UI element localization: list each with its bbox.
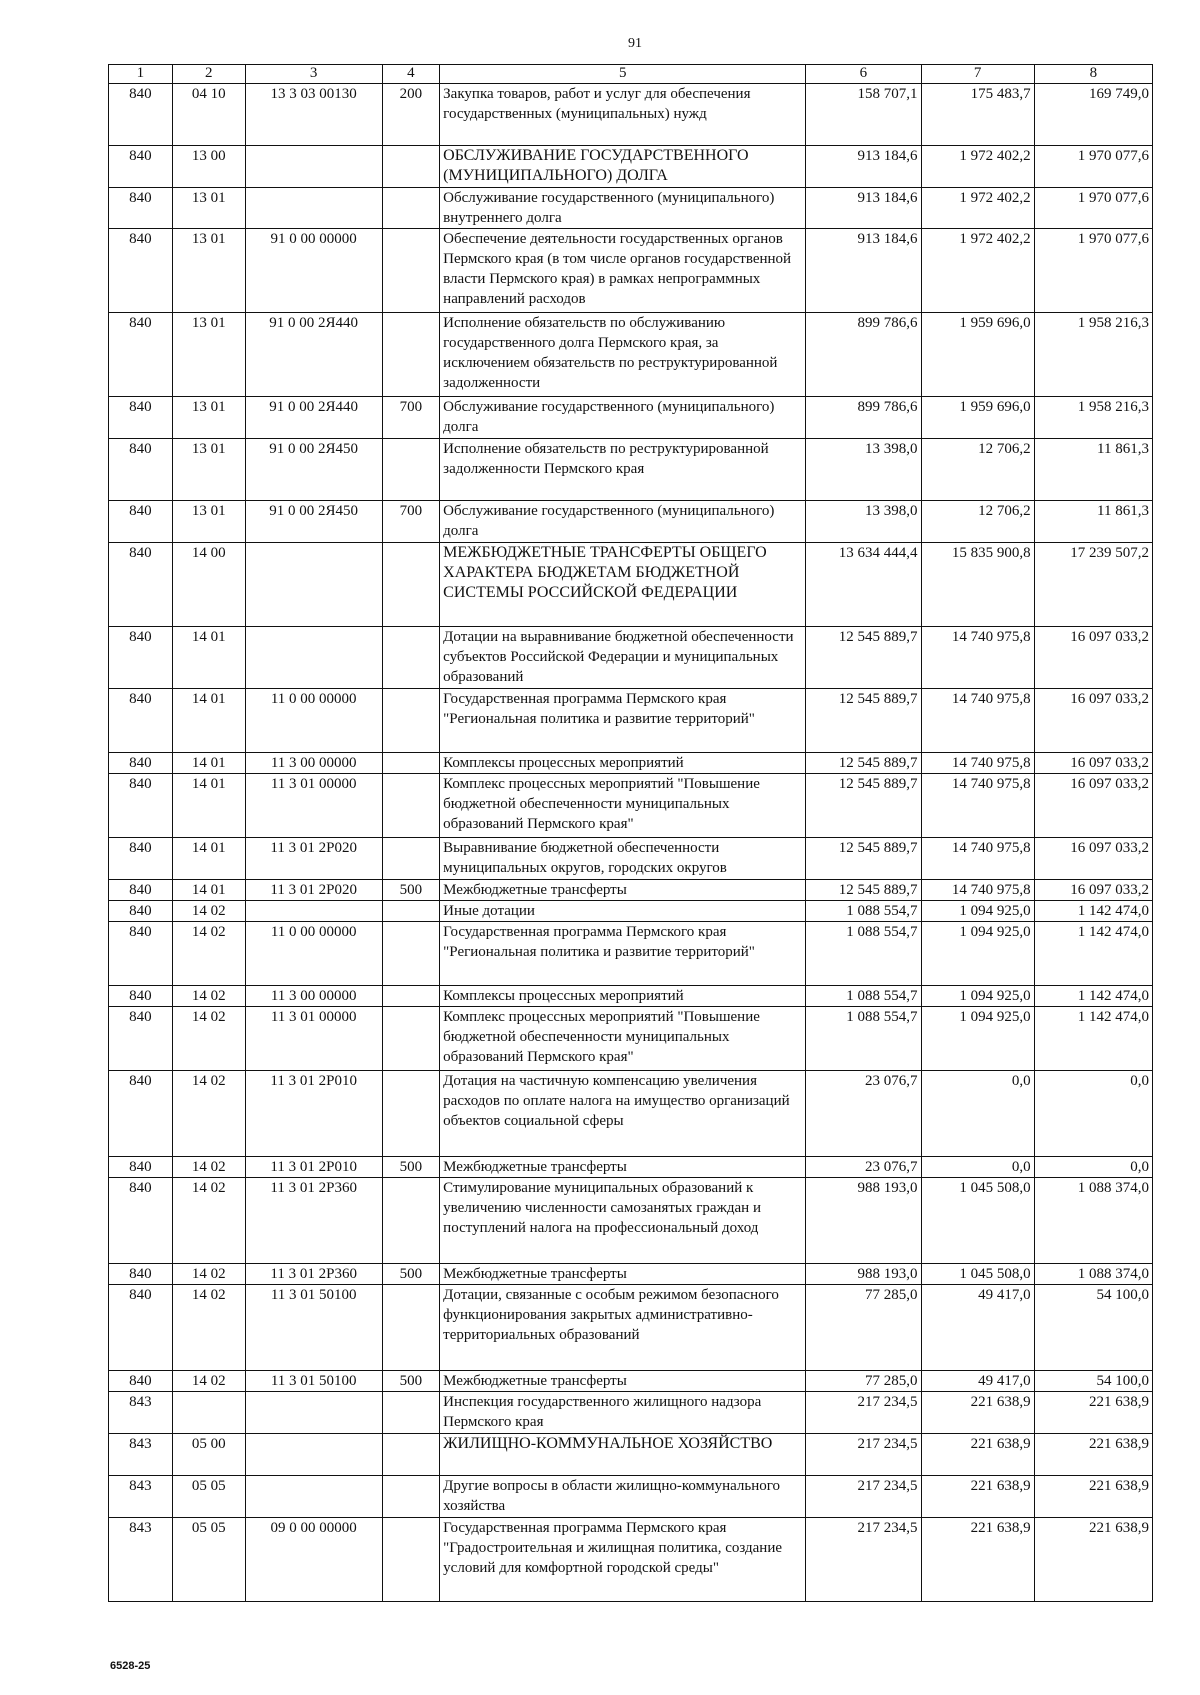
cell-target-article: 91 0 00 2Я440 bbox=[245, 397, 382, 439]
cell-target-article: 11 3 01 2Р020 bbox=[245, 838, 382, 880]
cell-amount-year2: 175 483,7 bbox=[921, 84, 1034, 146]
table-row bbox=[109, 901, 1153, 922]
table-row bbox=[109, 922, 1153, 986]
table-row bbox=[109, 313, 1153, 397]
cell-target-article: 09 0 00 00000 bbox=[245, 1518, 382, 1602]
cell-item-name: Стимулирование муниципальных образований к увеличению численности самозанятых граждан и поступлений налога на профессиональный доход bbox=[440, 1178, 806, 1264]
cell-amount-year1: 12 545 889,7 bbox=[806, 689, 921, 753]
cell-amount-year2: 49 417,0 bbox=[921, 1371, 1034, 1392]
cell-admin-code: 840 bbox=[109, 313, 173, 397]
table-row bbox=[109, 1007, 1153, 1071]
cell-amount-year1: 12 545 889,7 bbox=[806, 880, 921, 901]
cell-amount-year1: 217 234,5 bbox=[806, 1518, 921, 1602]
cell-section-code: 05 00 bbox=[172, 1434, 245, 1476]
cell-amount-year3: 1 970 077,6 bbox=[1034, 188, 1152, 229]
column-header: 5 bbox=[440, 65, 806, 84]
cell-target-article bbox=[245, 1476, 382, 1518]
cell-amount-year3: 1 088 374,0 bbox=[1034, 1178, 1152, 1264]
table-row bbox=[109, 1157, 1153, 1178]
cell-amount-year1: 12 545 889,7 bbox=[806, 838, 921, 880]
cell-expense-type bbox=[382, 774, 440, 838]
cell-section-code: 13 00 bbox=[172, 146, 245, 188]
cell-section-code: 13 01 bbox=[172, 229, 245, 313]
cell-expense-type bbox=[382, 1476, 440, 1518]
cell-amount-year3: 1 958 216,3 bbox=[1034, 313, 1152, 397]
cell-section-code: 04 10 bbox=[172, 84, 245, 146]
cell-item-name: Дотации, связанные с особым режимом безопасного функционирования закрытых административно-территориальных образований bbox=[440, 1285, 806, 1371]
column-header: 7 bbox=[921, 65, 1034, 84]
cell-section-code: 13 01 bbox=[172, 439, 245, 501]
cell-amount-year2: 221 638,9 bbox=[921, 1476, 1034, 1518]
cell-target-article bbox=[245, 627, 382, 689]
cell-item-name: МЕЖБЮДЖЕТНЫЕ ТРАНСФЕРТЫ ОБЩЕГО ХАРАКТЕРА БЮДЖЕТАМ БЮДЖЕТНОЙ СИСТЕМЫ РОССИЙСКОЙ ФЕДЕРАЦИИ bbox=[440, 543, 806, 627]
cell-expense-type bbox=[382, 689, 440, 753]
cell-item-name: Обслуживание государственного (муниципального) долга bbox=[440, 397, 806, 439]
cell-section-code: 14 02 bbox=[172, 986, 245, 1007]
cell-item-name: Инспекция государственного жилищного надзора Пермского края bbox=[440, 1392, 806, 1434]
cell-item-name: Комплекс процессных мероприятий "Повышение бюджетной обеспеченности муниципальных образований Пермского края" bbox=[440, 1007, 806, 1071]
cell-amount-year1: 217 234,5 bbox=[806, 1392, 921, 1434]
cell-amount-year1: 217 234,5 bbox=[806, 1434, 921, 1476]
cell-admin-code: 840 bbox=[109, 986, 173, 1007]
cell-section-code: 14 02 bbox=[172, 1178, 245, 1264]
cell-amount-year2: 1 972 402,2 bbox=[921, 229, 1034, 313]
cell-section-code: 05 05 bbox=[172, 1476, 245, 1518]
table-body bbox=[109, 84, 1153, 1602]
cell-amount-year2: 1 959 696,0 bbox=[921, 313, 1034, 397]
cell-target-article: 91 0 00 00000 bbox=[245, 229, 382, 313]
cell-admin-code: 840 bbox=[109, 627, 173, 689]
cell-amount-year1: 13 398,0 bbox=[806, 501, 921, 543]
cell-admin-code: 840 bbox=[109, 1071, 173, 1157]
cell-expense-type bbox=[382, 1007, 440, 1071]
cell-admin-code: 840 bbox=[109, 689, 173, 753]
cell-expense-type bbox=[382, 439, 440, 501]
cell-admin-code: 840 bbox=[109, 1178, 173, 1264]
cell-admin-code: 843 bbox=[109, 1518, 173, 1602]
cell-amount-year2: 12 706,2 bbox=[921, 501, 1034, 543]
cell-amount-year3: 221 638,9 bbox=[1034, 1518, 1152, 1602]
cell-target-article: 91 0 00 2Я450 bbox=[245, 439, 382, 501]
cell-admin-code: 843 bbox=[109, 1434, 173, 1476]
cell-section-code: 14 01 bbox=[172, 774, 245, 838]
cell-amount-year2: 1 972 402,2 bbox=[921, 146, 1034, 188]
table-row bbox=[109, 986, 1153, 1007]
cell-target-article: 11 0 00 00000 bbox=[245, 922, 382, 986]
cell-admin-code: 840 bbox=[109, 1371, 173, 1392]
cell-section-code: 14 01 bbox=[172, 753, 245, 774]
table-row bbox=[109, 1071, 1153, 1157]
cell-amount-year2: 14 740 975,8 bbox=[921, 689, 1034, 753]
cell-section-code: 05 05 bbox=[172, 1518, 245, 1602]
cell-expense-type bbox=[382, 146, 440, 188]
table-row bbox=[109, 501, 1153, 543]
cell-target-article bbox=[245, 901, 382, 922]
cell-section-code: 14 02 bbox=[172, 1285, 245, 1371]
cell-amount-year3: 0,0 bbox=[1034, 1157, 1152, 1178]
cell-amount-year2: 49 417,0 bbox=[921, 1285, 1034, 1371]
cell-amount-year1: 217 234,5 bbox=[806, 1476, 921, 1518]
cell-expense-type bbox=[382, 229, 440, 313]
cell-amount-year3: 0,0 bbox=[1034, 1071, 1152, 1157]
cell-section-code: 14 01 bbox=[172, 689, 245, 753]
cell-expense-type: 500 bbox=[382, 1264, 440, 1285]
table-row bbox=[109, 774, 1153, 838]
table-row bbox=[109, 1476, 1153, 1518]
cell-item-name: Межбюджетные трансферты bbox=[440, 1157, 806, 1178]
cell-target-article: 11 3 01 2Р020 bbox=[245, 880, 382, 901]
cell-expense-type bbox=[382, 1518, 440, 1602]
cell-amount-year2: 14 740 975,8 bbox=[921, 774, 1034, 838]
cell-expense-type: 500 bbox=[382, 1371, 440, 1392]
column-header: 1 bbox=[109, 65, 173, 84]
cell-amount-year2: 0,0 bbox=[921, 1071, 1034, 1157]
table-row bbox=[109, 1264, 1153, 1285]
cell-amount-year1: 12 545 889,7 bbox=[806, 774, 921, 838]
cell-item-name: ОБСЛУЖИВАНИЕ ГОСУДАРСТВЕННОГО (МУНИЦИПАЛЬНОГО) ДОЛГА bbox=[440, 146, 806, 188]
cell-item-name: Дотации на выравнивание бюджетной обеспеченности субъектов Российской Федерации и муниципальных образований bbox=[440, 627, 806, 689]
cell-amount-year3: 1 142 474,0 bbox=[1034, 1007, 1152, 1071]
cell-expense-type bbox=[382, 313, 440, 397]
cell-target-article: 11 3 01 00000 bbox=[245, 1007, 382, 1071]
cell-admin-code: 840 bbox=[109, 774, 173, 838]
cell-admin-code: 840 bbox=[109, 501, 173, 543]
page-number: 91 bbox=[628, 36, 642, 51]
cell-item-name: Комплексы процессных мероприятий bbox=[440, 753, 806, 774]
cell-target-article bbox=[245, 1434, 382, 1476]
cell-section-code: 14 02 bbox=[172, 1371, 245, 1392]
cell-section-code: 14 00 bbox=[172, 543, 245, 627]
cell-expense-type bbox=[382, 1392, 440, 1434]
cell-expense-type: 200 bbox=[382, 84, 440, 146]
cell-expense-type: 700 bbox=[382, 397, 440, 439]
cell-amount-year1: 913 184,6 bbox=[806, 188, 921, 229]
cell-item-name: Другие вопросы в области жилищно-коммунального хозяйства bbox=[440, 1476, 806, 1518]
cell-expense-type bbox=[382, 1434, 440, 1476]
cell-target-article: 91 0 00 2Я450 bbox=[245, 501, 382, 543]
cell-expense-type bbox=[382, 188, 440, 229]
cell-amount-year2: 1 972 402,2 bbox=[921, 188, 1034, 229]
footer-code: 6528-25 bbox=[110, 1660, 151, 1672]
cell-amount-year1: 23 076,7 bbox=[806, 1157, 921, 1178]
cell-target-article: 11 3 01 00000 bbox=[245, 774, 382, 838]
table-row bbox=[109, 753, 1153, 774]
cell-target-article: 11 3 01 50100 bbox=[245, 1371, 382, 1392]
table-row bbox=[109, 84, 1153, 146]
cell-amount-year1: 988 193,0 bbox=[806, 1264, 921, 1285]
cell-amount-year1: 77 285,0 bbox=[806, 1285, 921, 1371]
table-row bbox=[109, 627, 1153, 689]
cell-amount-year3: 1 142 474,0 bbox=[1034, 922, 1152, 986]
column-number-row bbox=[109, 65, 1153, 84]
cell-expense-type bbox=[382, 838, 440, 880]
table-row bbox=[109, 229, 1153, 313]
cell-item-name: Выравнивание бюджетной обеспеченности муниципальных округов, городских округов bbox=[440, 838, 806, 880]
cell-target-article: 13 3 03 00130 bbox=[245, 84, 382, 146]
cell-admin-code: 840 bbox=[109, 753, 173, 774]
cell-target-article: 11 3 00 00000 bbox=[245, 986, 382, 1007]
cell-target-article bbox=[245, 1392, 382, 1434]
cell-item-name: Комплекс процессных мероприятий "Повышение бюджетной обеспеченности муниципальных образований Пермского края" bbox=[440, 774, 806, 838]
cell-amount-year3: 221 638,9 bbox=[1034, 1476, 1152, 1518]
cell-target-article: 11 0 00 00000 bbox=[245, 689, 382, 753]
cell-admin-code: 843 bbox=[109, 1476, 173, 1518]
cell-expense-type bbox=[382, 543, 440, 627]
table-row bbox=[109, 439, 1153, 501]
cell-target-article: 11 3 01 2Р010 bbox=[245, 1071, 382, 1157]
cell-section-code: 14 02 bbox=[172, 1071, 245, 1157]
cell-expense-type bbox=[382, 922, 440, 986]
cell-item-name: Обслуживание государственного (муниципального) внутреннего долга bbox=[440, 188, 806, 229]
cell-amount-year3: 16 097 033,2 bbox=[1034, 880, 1152, 901]
cell-target-article: 11 3 00 00000 bbox=[245, 753, 382, 774]
cell-amount-year1: 1 088 554,7 bbox=[806, 986, 921, 1007]
cell-item-name: Обслуживание государственного (муниципального) долга bbox=[440, 501, 806, 543]
cell-item-name: Межбюджетные трансферты bbox=[440, 1264, 806, 1285]
cell-section-code: 14 01 bbox=[172, 880, 245, 901]
table-row bbox=[109, 543, 1153, 627]
table-row bbox=[109, 1518, 1153, 1602]
cell-expense-type bbox=[382, 753, 440, 774]
cell-amount-year1: 913 184,6 bbox=[806, 146, 921, 188]
cell-amount-year1: 77 285,0 bbox=[806, 1371, 921, 1392]
cell-target-article: 11 3 01 2Р010 bbox=[245, 1157, 382, 1178]
cell-admin-code: 840 bbox=[109, 880, 173, 901]
cell-amount-year3: 54 100,0 bbox=[1034, 1285, 1152, 1371]
table-row bbox=[109, 1371, 1153, 1392]
table-row bbox=[109, 838, 1153, 880]
cell-amount-year3: 16 097 033,2 bbox=[1034, 753, 1152, 774]
cell-amount-year2: 14 740 975,8 bbox=[921, 880, 1034, 901]
cell-target-article: 11 3 01 2Р360 bbox=[245, 1178, 382, 1264]
cell-section-code: 13 01 bbox=[172, 397, 245, 439]
cell-amount-year2: 221 638,9 bbox=[921, 1392, 1034, 1434]
cell-amount-year1: 23 076,7 bbox=[806, 1071, 921, 1157]
cell-admin-code: 840 bbox=[109, 146, 173, 188]
cell-item-name: Исполнение обязательств по обслуживанию государственного долга Пермского края, за исключением обязательств по реструктурированной задолженности bbox=[440, 313, 806, 397]
cell-amount-year2: 1 094 925,0 bbox=[921, 986, 1034, 1007]
cell-amount-year2: 14 740 975,8 bbox=[921, 838, 1034, 880]
cell-admin-code: 840 bbox=[109, 188, 173, 229]
cell-section-code: 13 01 bbox=[172, 188, 245, 229]
cell-amount-year1: 899 786,6 bbox=[806, 313, 921, 397]
cell-amount-year1: 13 634 444,4 bbox=[806, 543, 921, 627]
cell-admin-code: 840 bbox=[109, 922, 173, 986]
cell-admin-code: 843 bbox=[109, 1392, 173, 1434]
cell-expense-type: 700 bbox=[382, 501, 440, 543]
cell-amount-year3: 1 970 077,6 bbox=[1034, 146, 1152, 188]
cell-expense-type bbox=[382, 1178, 440, 1264]
cell-amount-year3: 17 239 507,2 bbox=[1034, 543, 1152, 627]
cell-amount-year2: 14 740 975,8 bbox=[921, 627, 1034, 689]
cell-item-name: Исполнение обязательств по реструктурированной задолженности Пермского края bbox=[440, 439, 806, 501]
cell-item-name: Иные дотации bbox=[440, 901, 806, 922]
cell-admin-code: 840 bbox=[109, 84, 173, 146]
cell-amount-year1: 1 088 554,7 bbox=[806, 901, 921, 922]
cell-amount-year1: 13 398,0 bbox=[806, 439, 921, 501]
cell-item-name: Межбюджетные трансферты bbox=[440, 1371, 806, 1392]
cell-target-article bbox=[245, 188, 382, 229]
column-header: 8 bbox=[1034, 65, 1152, 84]
cell-amount-year3: 221 638,9 bbox=[1034, 1392, 1152, 1434]
cell-section-code: 14 02 bbox=[172, 922, 245, 986]
cell-amount-year2: 14 740 975,8 bbox=[921, 753, 1034, 774]
column-header: 6 bbox=[806, 65, 921, 84]
cell-section-code: 14 02 bbox=[172, 1007, 245, 1071]
cell-item-name: Государственная программа Пермского края "Региональная политика и развитие территорий" bbox=[440, 922, 806, 986]
table-row bbox=[109, 188, 1153, 229]
cell-admin-code: 840 bbox=[109, 397, 173, 439]
cell-item-name: Обеспечение деятельности государственных органов Пермского края (в том числе органов государственной власти Пермского края) в рамках непрограммных направлений расходов bbox=[440, 229, 806, 313]
cell-amount-year3: 1 142 474,0 bbox=[1034, 986, 1152, 1007]
cell-admin-code: 840 bbox=[109, 901, 173, 922]
cell-admin-code: 840 bbox=[109, 1157, 173, 1178]
cell-expense-type: 500 bbox=[382, 880, 440, 901]
cell-amount-year2: 1 094 925,0 bbox=[921, 922, 1034, 986]
cell-expense-type bbox=[382, 1285, 440, 1371]
column-header: 2 bbox=[172, 65, 245, 84]
cell-target-article: 11 3 01 2Р360 bbox=[245, 1264, 382, 1285]
cell-amount-year3: 1 958 216,3 bbox=[1034, 397, 1152, 439]
cell-item-name: Государственная программа Пермского края "Градостроительная и жилищная политика, создание условий для комфортной городской среды" bbox=[440, 1518, 806, 1602]
cell-section-code: 14 01 bbox=[172, 627, 245, 689]
cell-admin-code: 840 bbox=[109, 1264, 173, 1285]
cell-amount-year3: 54 100,0 bbox=[1034, 1371, 1152, 1392]
cell-amount-year3: 16 097 033,2 bbox=[1034, 689, 1152, 753]
cell-amount-year1: 1 088 554,7 bbox=[806, 922, 921, 986]
cell-expense-type bbox=[382, 627, 440, 689]
cell-target-article bbox=[245, 543, 382, 627]
cell-admin-code: 840 bbox=[109, 1285, 173, 1371]
cell-expense-type: 500 bbox=[382, 1157, 440, 1178]
cell-amount-year2: 1 959 696,0 bbox=[921, 397, 1034, 439]
cell-expense-type bbox=[382, 1071, 440, 1157]
cell-amount-year3: 16 097 033,2 bbox=[1034, 838, 1152, 880]
cell-amount-year2: 221 638,9 bbox=[921, 1434, 1034, 1476]
cell-amount-year2: 1 045 508,0 bbox=[921, 1264, 1034, 1285]
cell-admin-code: 840 bbox=[109, 838, 173, 880]
cell-amount-year1: 899 786,6 bbox=[806, 397, 921, 439]
cell-amount-year2: 0,0 bbox=[921, 1157, 1034, 1178]
cell-target-article bbox=[245, 146, 382, 188]
cell-amount-year3: 11 861,3 bbox=[1034, 439, 1152, 501]
cell-amount-year3: 16 097 033,2 bbox=[1034, 627, 1152, 689]
cell-item-name: ЖИЛИЩНО-КОММУНАЛЬНОЕ ХОЗЯЙСТВО bbox=[440, 1434, 806, 1476]
cell-expense-type bbox=[382, 901, 440, 922]
cell-section-code: 14 01 bbox=[172, 838, 245, 880]
cell-item-name: Закупка товаров, работ и услуг для обеспечения государственных (муниципальных) нужд bbox=[440, 84, 806, 146]
cell-amount-year1: 158 707,1 bbox=[806, 84, 921, 146]
cell-amount-year3: 1 970 077,6 bbox=[1034, 229, 1152, 313]
cell-amount-year1: 1 088 554,7 bbox=[806, 1007, 921, 1071]
table-row bbox=[109, 689, 1153, 753]
cell-amount-year3: 221 638,9 bbox=[1034, 1434, 1152, 1476]
cell-amount-year1: 12 545 889,7 bbox=[806, 627, 921, 689]
cell-amount-year2: 12 706,2 bbox=[921, 439, 1034, 501]
cell-amount-year3: 1 142 474,0 bbox=[1034, 901, 1152, 922]
cell-item-name: Дотация на частичную компенсацию увеличения расходов по оплате налога на имущество организаций объектов социальной сферы bbox=[440, 1071, 806, 1157]
table-row bbox=[109, 1392, 1153, 1434]
cell-amount-year2: 1 094 925,0 bbox=[921, 901, 1034, 922]
cell-section-code: 13 01 bbox=[172, 313, 245, 397]
cell-amount-year1: 988 193,0 bbox=[806, 1178, 921, 1264]
cell-amount-year3: 169 749,0 bbox=[1034, 84, 1152, 146]
cell-amount-year1: 12 545 889,7 bbox=[806, 753, 921, 774]
cell-section-code: 14 02 bbox=[172, 901, 245, 922]
table-row bbox=[109, 146, 1153, 188]
cell-amount-year2: 1 045 508,0 bbox=[921, 1178, 1034, 1264]
cell-section-code: 14 02 bbox=[172, 1264, 245, 1285]
budget-table bbox=[108, 64, 1153, 1602]
cell-section-code: 13 01 bbox=[172, 501, 245, 543]
cell-admin-code: 840 bbox=[109, 543, 173, 627]
cell-item-name: Межбюджетные трансферты bbox=[440, 880, 806, 901]
table-row bbox=[109, 1178, 1153, 1264]
cell-amount-year2: 221 638,9 bbox=[921, 1518, 1034, 1602]
cell-amount-year2: 1 094 925,0 bbox=[921, 1007, 1034, 1071]
cell-target-article: 91 0 00 2Я440 bbox=[245, 313, 382, 397]
column-header: 4 bbox=[382, 65, 440, 84]
cell-amount-year3: 1 088 374,0 bbox=[1034, 1264, 1152, 1285]
table-row bbox=[109, 1434, 1153, 1476]
table-row bbox=[109, 397, 1153, 439]
cell-amount-year3: 11 861,3 bbox=[1034, 501, 1152, 543]
cell-target-article: 11 3 01 50100 bbox=[245, 1285, 382, 1371]
cell-amount-year3: 16 097 033,2 bbox=[1034, 774, 1152, 838]
cell-admin-code: 840 bbox=[109, 439, 173, 501]
table-row bbox=[109, 880, 1153, 901]
cell-section-code: 14 02 bbox=[172, 1157, 245, 1178]
cell-amount-year2: 15 835 900,8 bbox=[921, 543, 1034, 627]
table-row bbox=[109, 1285, 1153, 1371]
cell-item-name: Государственная программа Пермского края "Региональная политика и развитие территорий" bbox=[440, 689, 806, 753]
column-header: 3 bbox=[245, 65, 382, 84]
cell-admin-code: 840 bbox=[109, 229, 173, 313]
cell-expense-type bbox=[382, 986, 440, 1007]
cell-admin-code: 840 bbox=[109, 1007, 173, 1071]
cell-item-name: Комплексы процессных мероприятий bbox=[440, 986, 806, 1007]
cell-amount-year1: 913 184,6 bbox=[806, 229, 921, 313]
cell-section-code bbox=[172, 1392, 245, 1434]
